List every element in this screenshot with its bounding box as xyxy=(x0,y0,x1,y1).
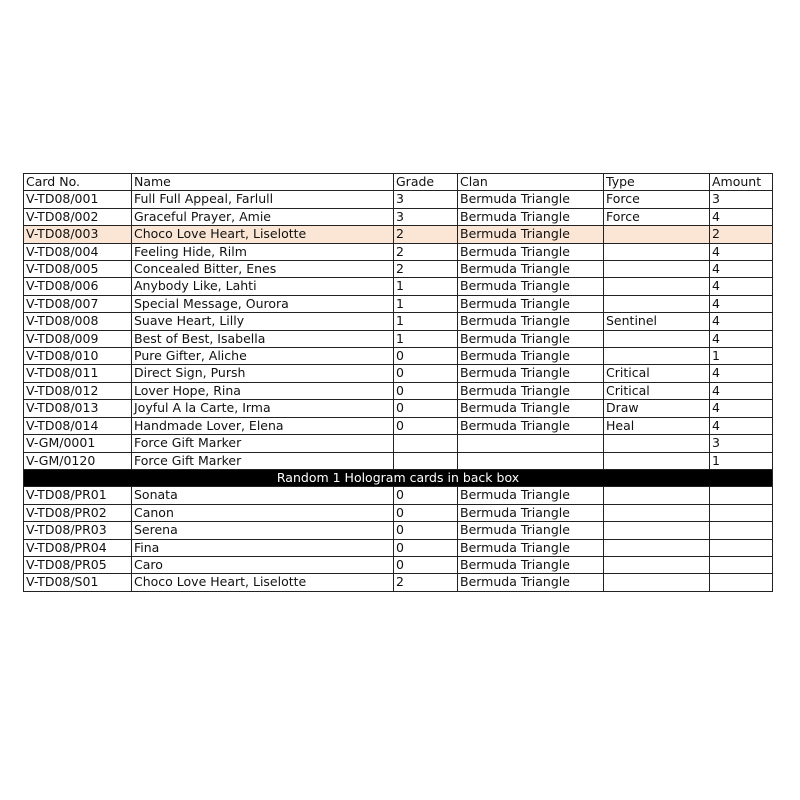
cell-grade: 2 xyxy=(394,243,458,260)
cell-amount: 4 xyxy=(710,295,773,312)
cell-grade: 2 xyxy=(394,574,458,591)
cell-grade: 1 xyxy=(394,278,458,295)
cell-grade: 0 xyxy=(394,365,458,382)
cell-clan: Bermuda Triangle xyxy=(458,208,604,225)
promo-row xyxy=(24,574,773,591)
cell-clan: Bermuda Triangle xyxy=(458,295,604,312)
table-row xyxy=(24,191,773,208)
cell-amount: 3 xyxy=(710,191,773,208)
cell-name: Canon xyxy=(132,504,394,521)
cell-card-no: V-TD08/PR05 xyxy=(24,556,132,573)
cell-card-no: V-TD08/008 xyxy=(24,313,132,330)
header-clan: Clan xyxy=(458,174,604,191)
cell-type: Critical xyxy=(604,365,710,382)
cell-type: Draw xyxy=(604,400,710,417)
cell-type xyxy=(604,348,710,365)
cell-name: Best of Best, Isabella xyxy=(132,330,394,347)
cell-grade: 0 xyxy=(394,522,458,539)
cell-clan: Bermuda Triangle xyxy=(458,522,604,539)
cell-name: Serena xyxy=(132,522,394,539)
cell-clan: Bermuda Triangle xyxy=(458,382,604,399)
cell-grade xyxy=(394,435,458,452)
promo-rows xyxy=(24,487,773,591)
cell-amount: 3 xyxy=(710,435,773,452)
cell-card-no: V-TD08/004 xyxy=(24,243,132,260)
cell-clan xyxy=(458,452,604,469)
cell-clan: Bermuda Triangle xyxy=(458,400,604,417)
table-row xyxy=(24,382,773,399)
cell-card-no: V-TD08/009 xyxy=(24,330,132,347)
cell-clan: Bermuda Triangle xyxy=(458,348,604,365)
cell-card-no: V-TD08/011 xyxy=(24,365,132,382)
cell-type xyxy=(604,261,710,278)
banner-body xyxy=(24,469,773,486)
table-row xyxy=(24,400,773,417)
cell-card-no: V-TD08/PR01 xyxy=(24,487,132,504)
header-amount: Amount xyxy=(710,174,773,191)
cell-name: Direct Sign, Pursh xyxy=(132,365,394,382)
cell-amount: 1 xyxy=(710,348,773,365)
banner-text: Random 1 Hologram cards in back box xyxy=(24,469,773,486)
cell-name: Joyful A la Carte, Irma xyxy=(132,400,394,417)
card-list-table xyxy=(23,173,773,592)
cell-clan: Bermuda Triangle xyxy=(458,243,604,260)
cell-name: Force Gift Marker xyxy=(132,435,394,452)
cell-name: Choco Love Heart, Liselotte xyxy=(132,226,394,243)
cell-amount: 4 xyxy=(710,400,773,417)
cell-amount: 4 xyxy=(710,208,773,225)
cell-amount xyxy=(710,504,773,521)
table-row xyxy=(24,278,773,295)
table-row xyxy=(24,261,773,278)
cell-type xyxy=(604,556,710,573)
cell-clan: Bermuda Triangle xyxy=(458,504,604,521)
table-row xyxy=(24,435,773,452)
cell-type xyxy=(604,435,710,452)
cell-type: Force xyxy=(604,191,710,208)
promo-row xyxy=(24,522,773,539)
cell-grade: 3 xyxy=(394,208,458,225)
cell-type xyxy=(604,539,710,556)
cell-clan: Bermuda Triangle xyxy=(458,313,604,330)
cell-name: Special Message, Ourora xyxy=(132,295,394,312)
cell-amount: 4 xyxy=(710,261,773,278)
cell-type: Critical xyxy=(604,382,710,399)
cell-grade: 0 xyxy=(394,504,458,521)
cell-clan: Bermuda Triangle xyxy=(458,556,604,573)
cell-amount xyxy=(710,487,773,504)
cell-amount xyxy=(710,539,773,556)
cell-grade: 0 xyxy=(394,539,458,556)
banner-row xyxy=(24,469,773,486)
cell-amount: 1 xyxy=(710,452,773,469)
cell-type xyxy=(604,226,710,243)
cell-amount: 4 xyxy=(710,382,773,399)
cell-card-no: V-GM/0120 xyxy=(24,452,132,469)
cell-grade: 0 xyxy=(394,348,458,365)
cell-type xyxy=(604,487,710,504)
cell-type xyxy=(604,522,710,539)
cell-type xyxy=(604,278,710,295)
table-row xyxy=(24,208,773,225)
cell-card-no: V-TD08/013 xyxy=(24,400,132,417)
cell-clan: Bermuda Triangle xyxy=(458,330,604,347)
cell-type: Heal xyxy=(604,417,710,434)
cell-grade: 0 xyxy=(394,400,458,417)
cell-card-no: V-GM/0001 xyxy=(24,435,132,452)
cell-grade: 0 xyxy=(394,487,458,504)
cell-name: Concealed Bitter, Enes xyxy=(132,261,394,278)
cell-clan: Bermuda Triangle xyxy=(458,261,604,278)
table-row xyxy=(24,330,773,347)
cell-grade: 3 xyxy=(394,191,458,208)
card-rows xyxy=(24,191,773,470)
cell-card-no: V-TD08/S01 xyxy=(24,574,132,591)
cell-grade: 1 xyxy=(394,330,458,347)
cell-name: Pure Gifter, Aliche xyxy=(132,348,394,365)
header-grade: Grade xyxy=(394,174,458,191)
cell-type xyxy=(604,330,710,347)
cell-amount: 4 xyxy=(710,243,773,260)
header-row xyxy=(24,174,773,191)
cell-card-no: V-TD08/002 xyxy=(24,208,132,225)
cell-clan: Bermuda Triangle xyxy=(458,487,604,504)
cell-card-no: V-TD08/001 xyxy=(24,191,132,208)
cell-type xyxy=(604,504,710,521)
cell-card-no: V-TD08/006 xyxy=(24,278,132,295)
promo-row xyxy=(24,556,773,573)
cell-name: Full Full Appeal, Farlull xyxy=(132,191,394,208)
table-row xyxy=(24,243,773,260)
cell-clan: Bermuda Triangle xyxy=(458,226,604,243)
table-row xyxy=(24,365,773,382)
table-row xyxy=(24,348,773,365)
cell-amount: 4 xyxy=(710,278,773,295)
cell-name: Sonata xyxy=(132,487,394,504)
cell-amount xyxy=(710,556,773,573)
table-row xyxy=(24,452,773,469)
cell-name: Anybody Like, Lahti xyxy=(132,278,394,295)
cell-card-no: V-TD08/007 xyxy=(24,295,132,312)
cell-amount: 4 xyxy=(710,417,773,434)
table-row xyxy=(24,295,773,312)
cell-clan: Bermuda Triangle xyxy=(458,539,604,556)
cell-name: Fina xyxy=(132,539,394,556)
cell-clan: Bermuda Triangle xyxy=(458,191,604,208)
table-row xyxy=(24,313,773,330)
cell-amount xyxy=(710,522,773,539)
cell-type xyxy=(604,452,710,469)
cell-grade: 0 xyxy=(394,556,458,573)
cell-type: Sentinel xyxy=(604,313,710,330)
cell-grade: 0 xyxy=(394,382,458,399)
cell-clan: Bermuda Triangle xyxy=(458,574,604,591)
cell-grade: 1 xyxy=(394,313,458,330)
cell-type xyxy=(604,574,710,591)
cell-name: Graceful Prayer, Amie xyxy=(132,208,394,225)
header-card-no: Card No. xyxy=(24,174,132,191)
cell-clan: Bermuda Triangle xyxy=(458,278,604,295)
cell-grade: 1 xyxy=(394,295,458,312)
cell-card-no: V-TD08/012 xyxy=(24,382,132,399)
cell-grade xyxy=(394,452,458,469)
cell-card-no: V-TD08/005 xyxy=(24,261,132,278)
table-row xyxy=(24,417,773,434)
cell-card-no: V-TD08/010 xyxy=(24,348,132,365)
cell-name: Caro xyxy=(132,556,394,573)
cell-grade: 2 xyxy=(394,226,458,243)
cell-name: Feeling Hide, Rilm xyxy=(132,243,394,260)
table-row xyxy=(24,226,773,243)
cell-name: Choco Love Heart, Liselotte xyxy=(132,574,394,591)
cell-amount: 2 xyxy=(710,226,773,243)
cell-amount: 4 xyxy=(710,365,773,382)
cell-clan: Bermuda Triangle xyxy=(458,417,604,434)
cell-grade: 2 xyxy=(394,261,458,278)
promo-row xyxy=(24,504,773,521)
cell-type xyxy=(604,243,710,260)
cell-clan: Bermuda Triangle xyxy=(458,365,604,382)
cell-grade: 0 xyxy=(394,417,458,434)
cell-amount: 4 xyxy=(710,330,773,347)
cell-amount: 4 xyxy=(710,313,773,330)
cell-card-no: V-TD08/014 xyxy=(24,417,132,434)
cell-card-no: V-TD08/PR04 xyxy=(24,539,132,556)
cell-card-no: V-TD08/PR03 xyxy=(24,522,132,539)
promo-row xyxy=(24,487,773,504)
cell-name: Handmade Lover, Elena xyxy=(132,417,394,434)
cell-name: Force Gift Marker xyxy=(132,452,394,469)
header-type: Type xyxy=(604,174,710,191)
cell-type: Force xyxy=(604,208,710,225)
cell-name: Lover Hope, Rina xyxy=(132,382,394,399)
cell-card-no: V-TD08/003 xyxy=(24,226,132,243)
cell-name: Suave Heart, Lilly xyxy=(132,313,394,330)
cell-type xyxy=(604,295,710,312)
promo-row xyxy=(24,539,773,556)
cell-amount xyxy=(710,574,773,591)
cell-clan xyxy=(458,435,604,452)
header-name: Name xyxy=(132,174,394,191)
cell-card-no: V-TD08/PR02 xyxy=(24,504,132,521)
